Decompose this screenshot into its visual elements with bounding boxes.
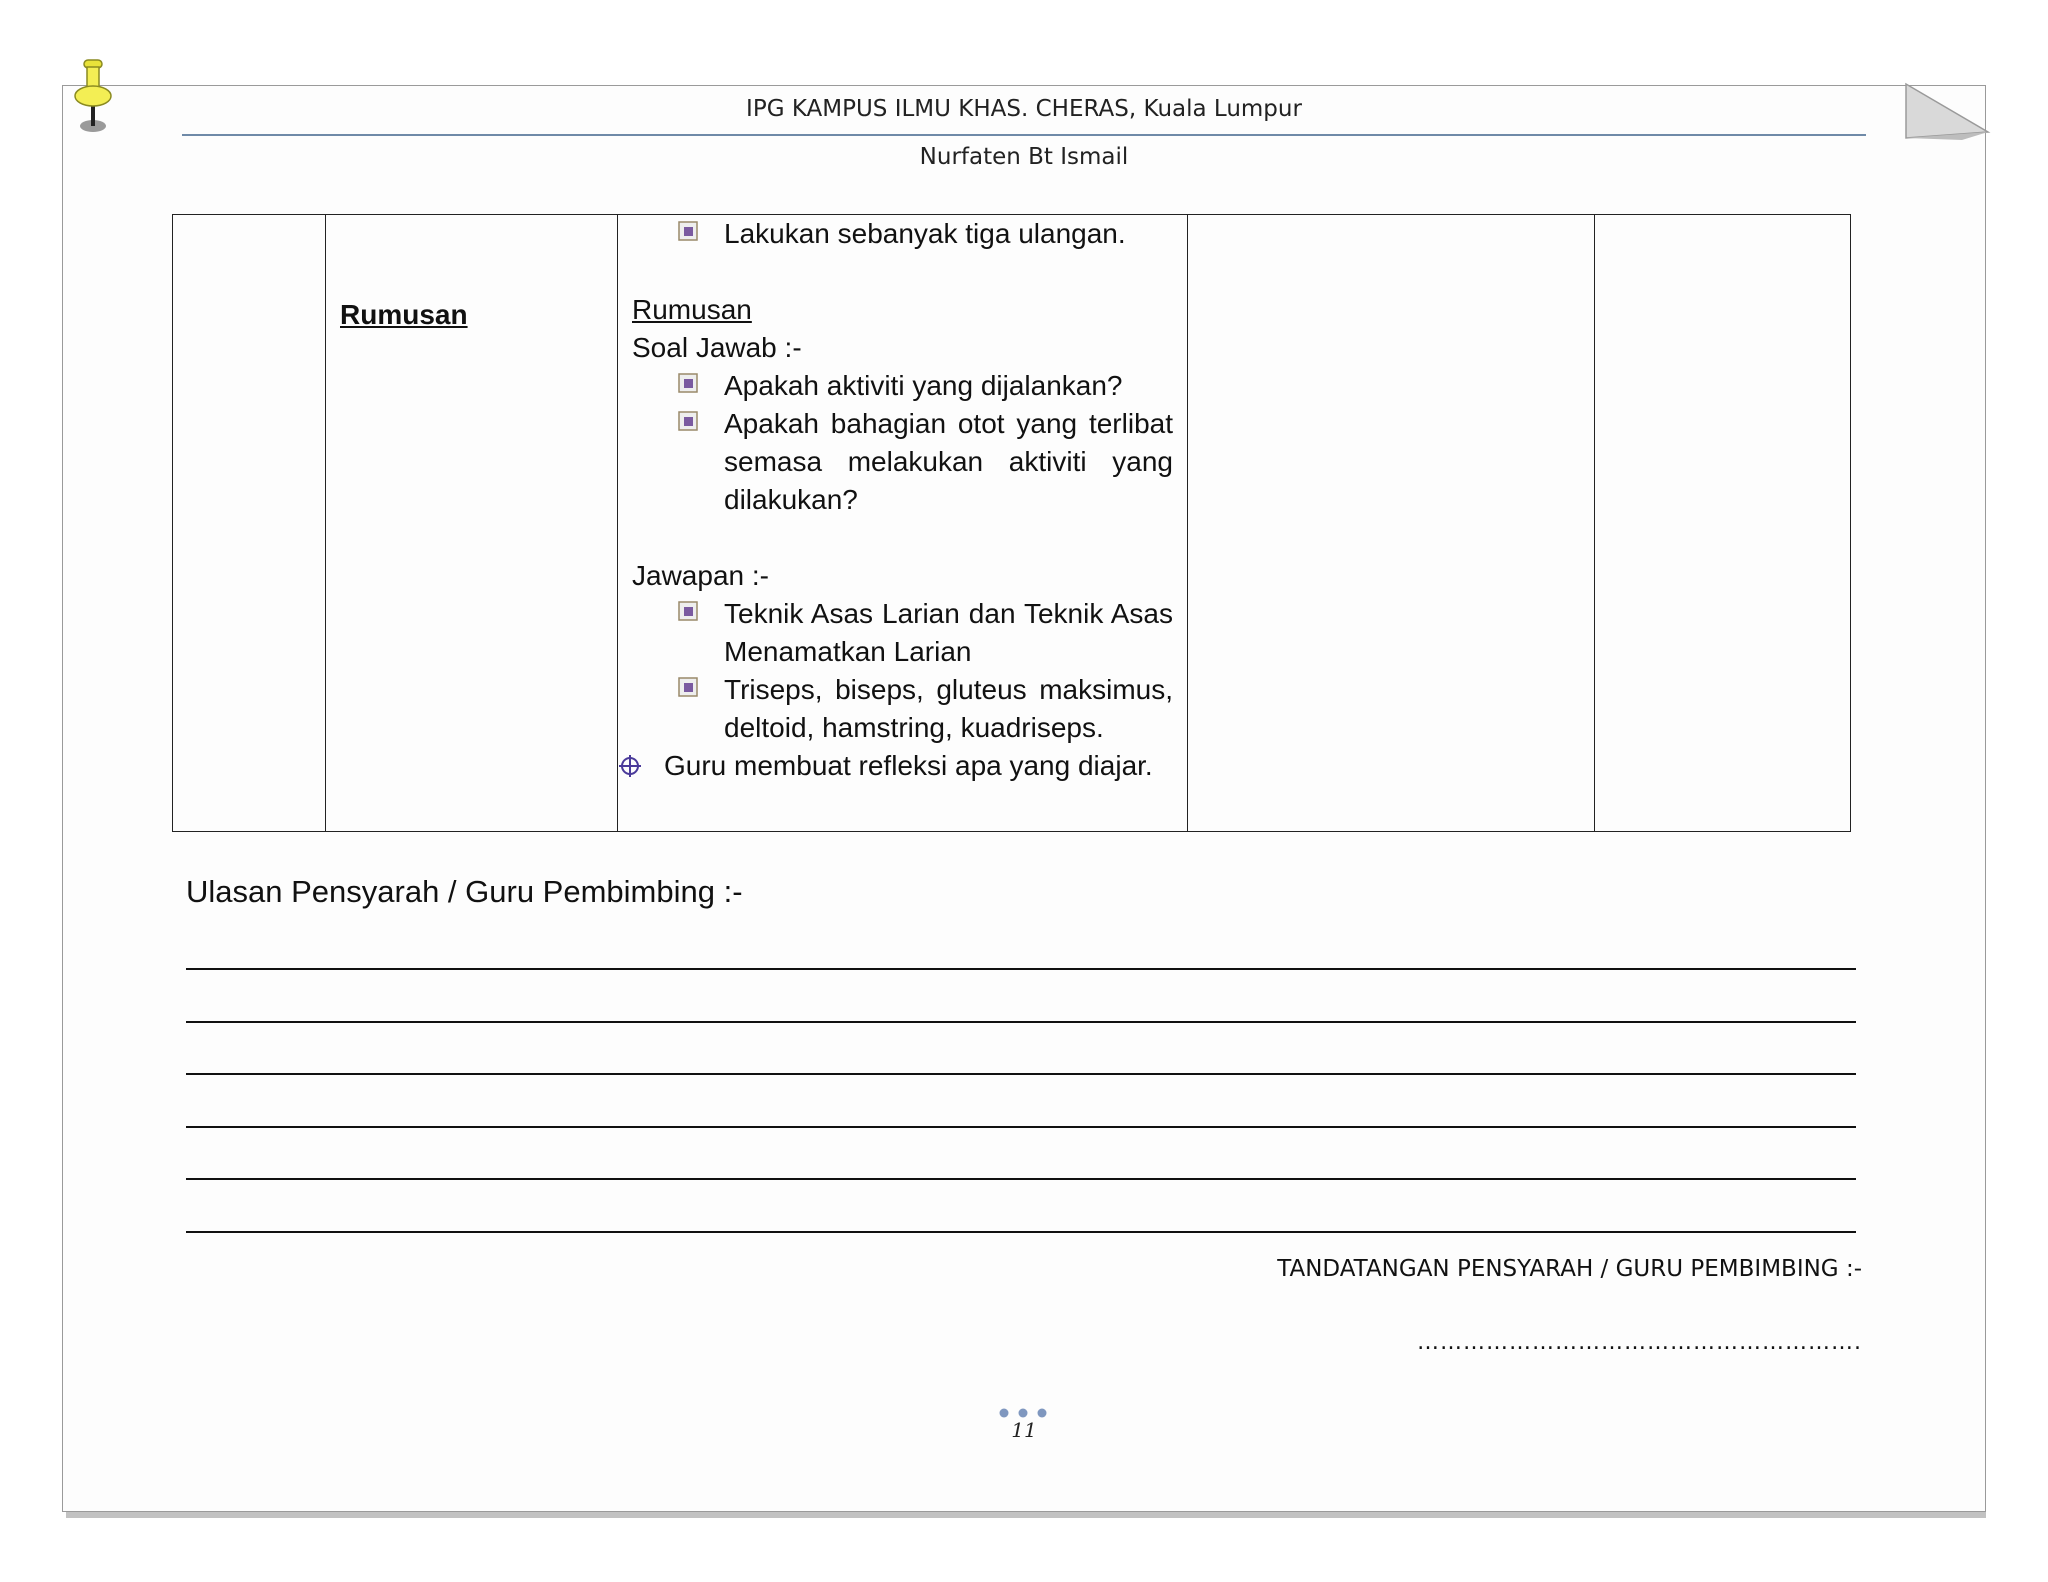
cell-empty-time xyxy=(173,215,326,832)
square-image-bullet-icon xyxy=(678,601,698,621)
review-line xyxy=(186,1178,1856,1180)
cell-content xyxy=(618,215,1188,832)
crosshair-bullet-icon xyxy=(618,754,642,778)
closing-bullet: Guru membuat refleksi apa yang diajar. xyxy=(664,750,1153,781)
list-item xyxy=(678,595,1173,671)
question-heading: Soal Jawab :- xyxy=(632,332,802,363)
table-row xyxy=(173,215,1851,832)
answer-heading: Jawapan :- xyxy=(632,560,769,591)
cell-step xyxy=(326,215,618,832)
square-image-bullet-icon xyxy=(678,221,698,241)
review-line xyxy=(186,1126,1856,1128)
list-item xyxy=(678,671,1173,747)
review-line xyxy=(186,1231,1856,1233)
header-author: Nurfaten Bt Ismail xyxy=(919,144,1129,170)
answer-item: Triseps, biseps, gluteus maksimus, deltoid, hamstring, kuadriseps. xyxy=(724,674,1173,743)
push-pin-icon xyxy=(70,58,116,136)
page-number: 11 xyxy=(1011,1418,1037,1442)
question-item: Apakah aktiviti yang dijalankan? xyxy=(724,370,1123,401)
page-curl-icon xyxy=(1902,82,1992,144)
list-item xyxy=(678,367,1173,405)
lesson-plan-table xyxy=(172,214,1851,832)
cell-empty-notes xyxy=(1188,215,1595,832)
bullet-repeat-three: Lakukan sebanyak tiga ulangan. xyxy=(724,218,1126,249)
header-institution: IPG KAMPUS ILMU KHAS. CHERAS, Kuala Lumpur xyxy=(746,96,1302,122)
section-title: Rumusan xyxy=(632,294,752,325)
review-label: Ulasan Pensyarah / Guru Pembimbing :- xyxy=(186,874,743,909)
signature-label: TANDATANGAN PENSYARAH / GURU PEMBIMBING :- xyxy=(1277,1256,1862,1282)
header-divider xyxy=(182,134,1866,136)
review-line xyxy=(186,1021,1856,1023)
square-image-bullet-icon xyxy=(678,411,698,431)
review-line xyxy=(186,1073,1856,1075)
square-image-bullet-icon xyxy=(678,677,698,697)
answer-item: Teknik Asas Larian dan Teknik Asas Menamatkan Larian xyxy=(724,598,1173,667)
square-image-bullet-icon xyxy=(678,373,698,393)
list-item xyxy=(678,215,1173,253)
question-item: Apakah bahagian otot yang terlibat semasa melakukan aktiviti yang dilakukan? xyxy=(724,408,1173,515)
cell-empty-remarks xyxy=(1595,215,1851,832)
review-line xyxy=(186,968,1856,970)
step-label: Rumusan xyxy=(340,299,468,330)
list-item xyxy=(678,405,1173,519)
signature-placeholder: …………………………………………………. xyxy=(1417,1330,1862,1355)
list-item xyxy=(618,747,1173,785)
